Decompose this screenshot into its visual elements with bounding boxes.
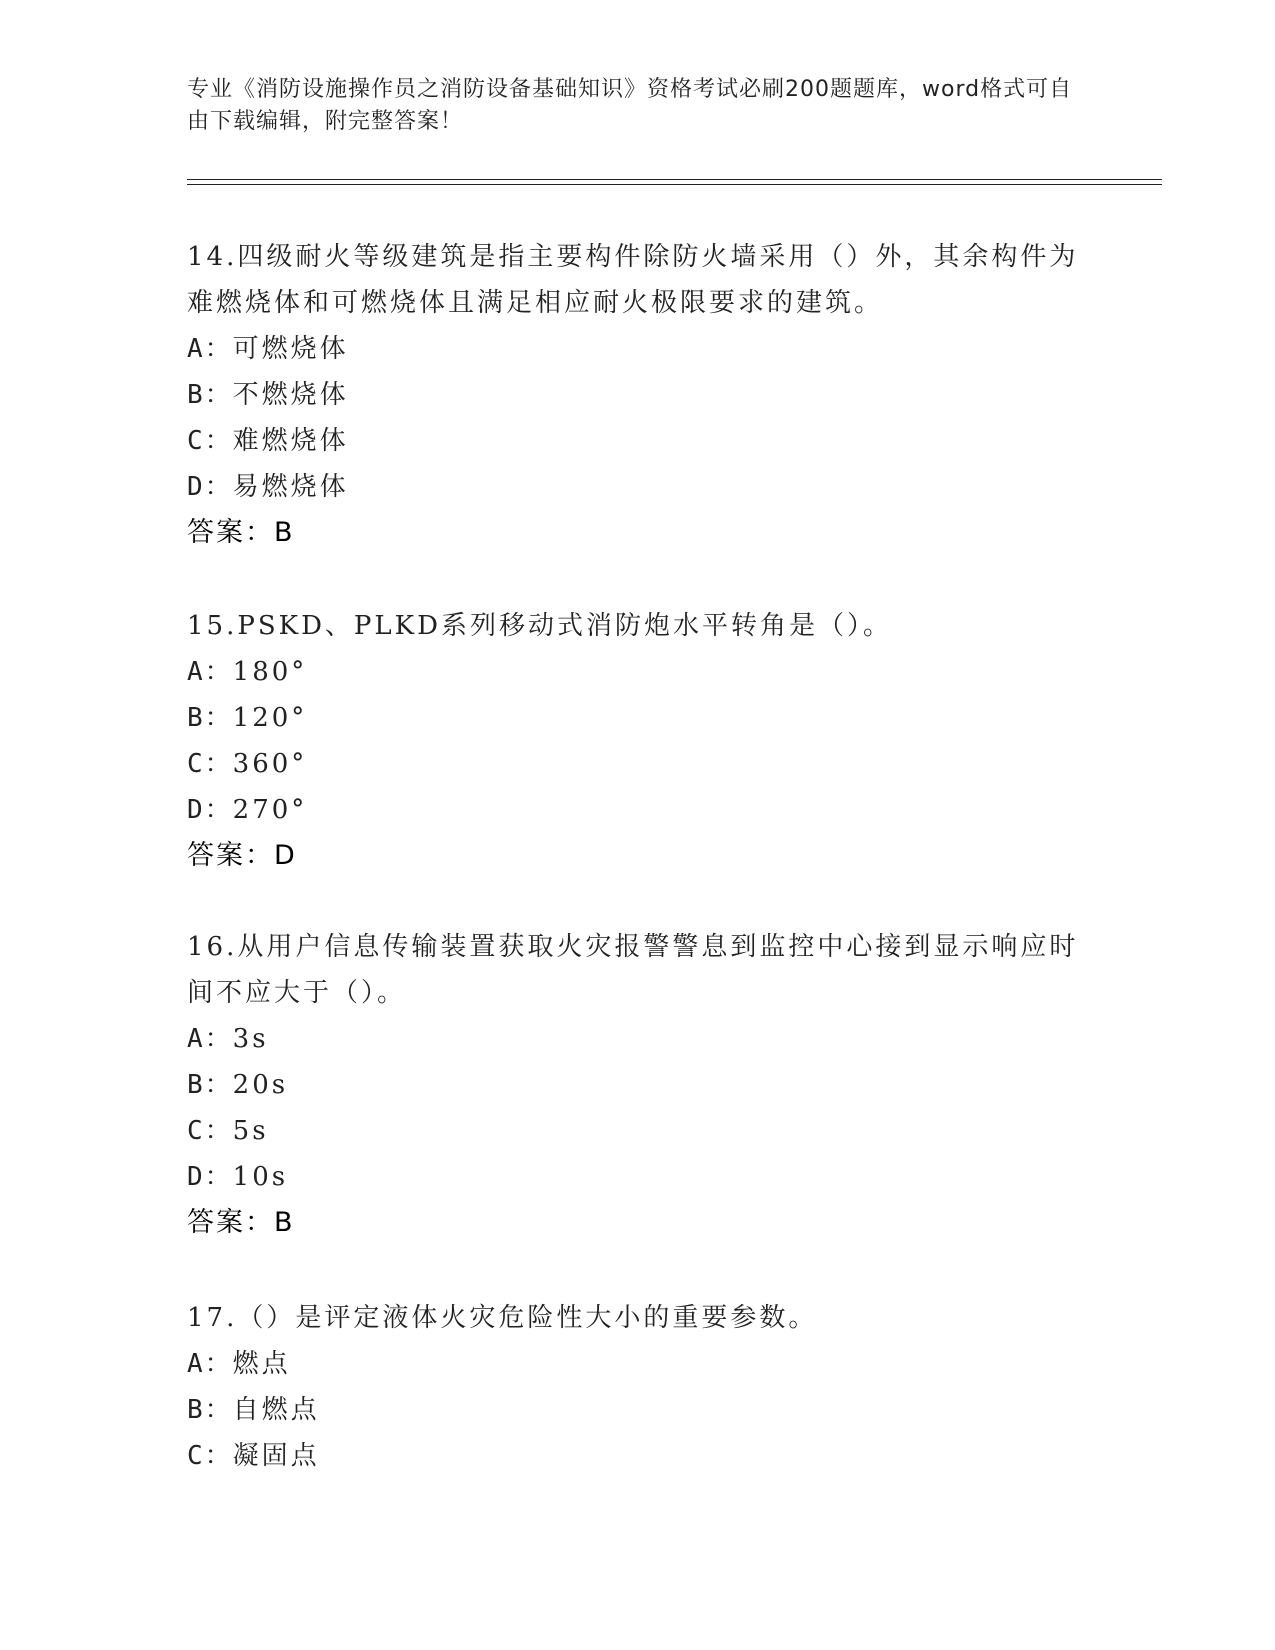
- option-label: C：: [187, 426, 233, 456]
- question-stem: 14.四级耐火等级建筑是指主要构件除防火墙采用（）外，其余构件为难燃烧体和可燃烧体且满足相应耐火极限要求的建筑。: [187, 242, 1079, 318]
- option-label: A：: [187, 1024, 233, 1054]
- answer-line: 答案：B: [187, 1207, 295, 1238]
- option-label: B：: [187, 1395, 233, 1425]
- option-label: C：: [187, 1441, 233, 1471]
- question-stem: 15.PSKD、PLKD系列移动式消防炮水平转角是（）。: [187, 611, 892, 641]
- option-label: D：: [187, 795, 233, 825]
- option-text: 20s: [232, 1070, 289, 1100]
- option-text: 易燃烧体: [232, 472, 349, 502]
- option-label: A：: [187, 657, 233, 687]
- question-17: [187, 1295, 1087, 1479]
- option-a: [187, 1016, 1087, 1062]
- option-label: D：: [187, 472, 233, 502]
- option-a: [187, 1341, 1087, 1387]
- option-label: C：: [187, 749, 233, 779]
- header-title: 专业《消防设施操作员之消防设备基础知识》资格考试必刷200题题库，word格式可自由下载编辑，附完整答案！: [187, 77, 1073, 134]
- answer-line: 答案：B: [187, 517, 295, 548]
- option-label: C：: [187, 1116, 233, 1146]
- header-divider-top: [187, 179, 1162, 180]
- answer-line: 答案：D: [187, 840, 297, 871]
- option-text: 3s: [232, 1024, 269, 1054]
- option-text: 凝固点: [232, 1441, 320, 1471]
- option-b: [187, 1062, 1087, 1108]
- option-text: 10s: [232, 1162, 289, 1192]
- question-14: [187, 234, 1087, 556]
- option-text: 难燃烧体: [232, 426, 349, 456]
- header-divider-bottom: [187, 184, 1162, 185]
- option-b: [187, 1387, 1087, 1433]
- option-text: 360°: [232, 749, 308, 779]
- option-a: [187, 649, 1087, 695]
- option-c: [187, 1433, 1087, 1479]
- option-d: [187, 787, 1087, 833]
- option-text: 270°: [232, 795, 308, 825]
- option-text: 可燃烧体: [232, 334, 349, 364]
- option-text: 120°: [232, 703, 308, 733]
- option-text: 燃点: [232, 1349, 291, 1379]
- option-c: [187, 1108, 1087, 1154]
- option-text: 自燃点: [232, 1395, 320, 1425]
- option-d: [187, 464, 1087, 510]
- question-stem: 17.（）是评定液体火灾危险性大小的重要参数。: [187, 1303, 818, 1333]
- document-header: [187, 74, 1077, 138]
- option-b: [187, 695, 1087, 741]
- option-label: A：: [187, 334, 233, 364]
- option-c: [187, 741, 1087, 787]
- option-label: B：: [187, 703, 233, 733]
- option-a: [187, 326, 1087, 372]
- option-label: B：: [187, 1070, 233, 1100]
- question-stem: 16.从用户信息传输装置获取火灾报警警息到监控中心接到显示响应时间不应大于（）。: [187, 932, 1079, 1008]
- question-16: [187, 924, 1087, 1246]
- option-text: 不燃烧体: [232, 380, 349, 410]
- question-15: [187, 603, 1087, 879]
- option-c: [187, 418, 1087, 464]
- option-label: A：: [187, 1349, 233, 1379]
- option-text: 5s: [232, 1116, 269, 1146]
- option-b: [187, 372, 1087, 418]
- option-text: 180°: [232, 657, 308, 687]
- option-label: D：: [187, 1162, 233, 1192]
- option-label: B：: [187, 380, 233, 410]
- option-d: [187, 1154, 1087, 1200]
